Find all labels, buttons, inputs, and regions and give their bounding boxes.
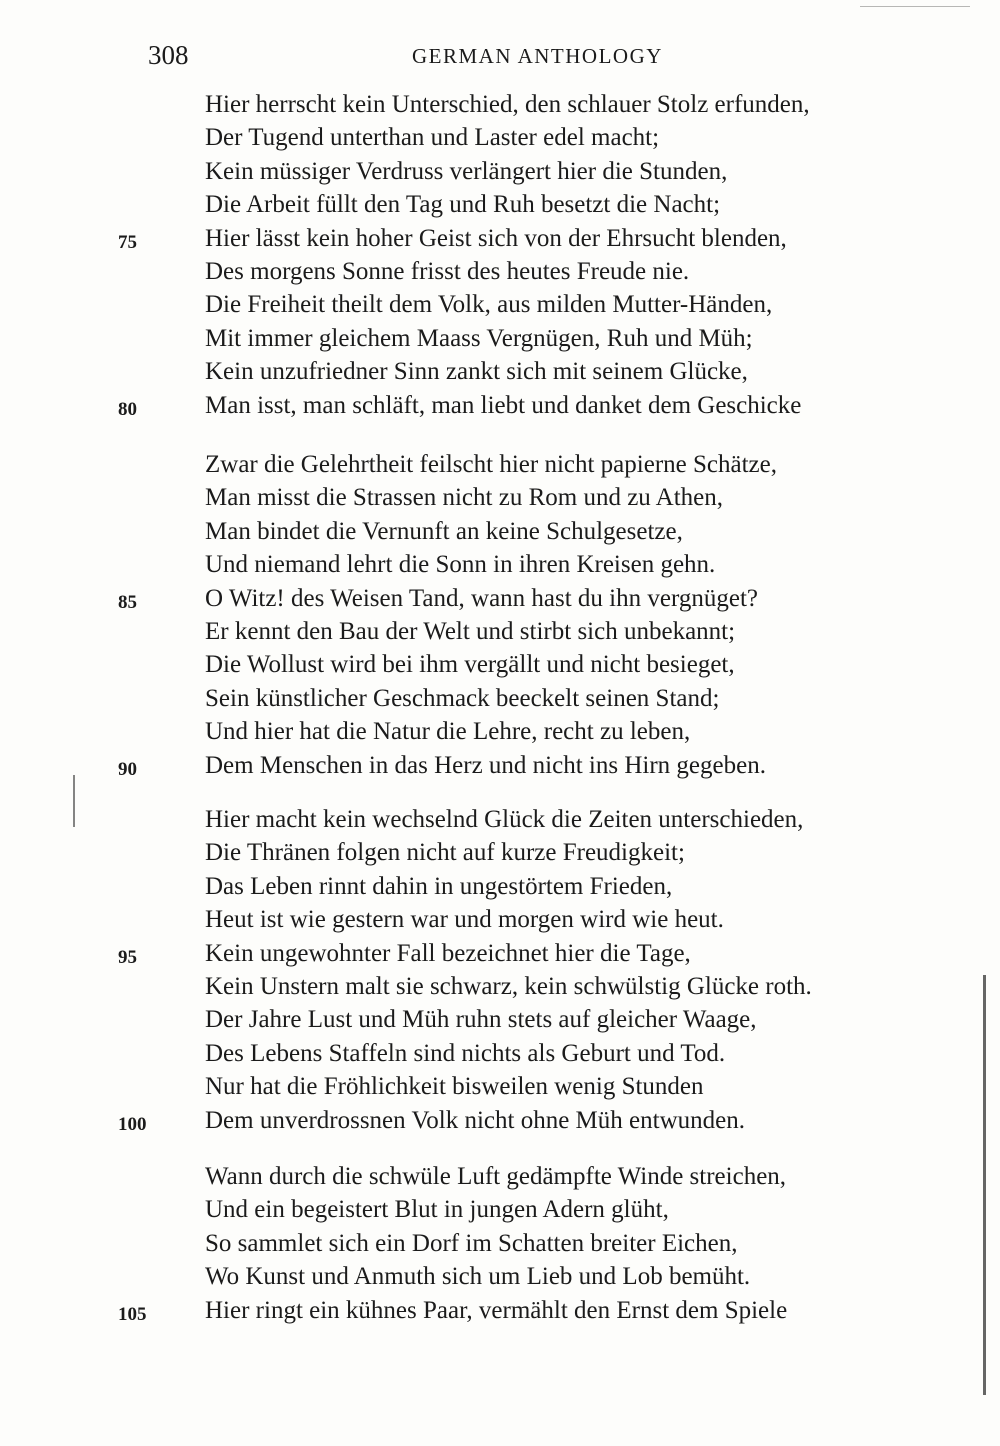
- verse-line-text: Nur hat die Fröhlichkeit bisweilen wenig Stunden: [205, 1073, 704, 1101]
- verse-line: [0, 682, 1000, 715]
- line-number: 95: [118, 946, 137, 968]
- page-number: 308: [148, 40, 189, 70]
- verse-line: [0, 1193, 1000, 1226]
- verse-line-text: Hier lässt kein hoher Geist sich von der Ehrsucht blenden,: [205, 224, 787, 252]
- line-number: 80: [118, 398, 137, 420]
- verse-line-text: Er kennt den Bau der Welt und stirbt sich unbekannt;: [205, 617, 736, 645]
- verse-line: [0, 1070, 1000, 1103]
- verse-line: [0, 648, 1000, 681]
- scan-mark-top: [860, 6, 970, 7]
- verse-line: [0, 448, 1000, 481]
- verse-line: [0, 548, 1000, 581]
- verse-line-text: Wo Kunst und Anmuth sich um Lieb und Lob bemüht.: [205, 1263, 751, 1291]
- verse-line-text: So sammlet sich ein Dorf im Schatten breiter Eichen,: [205, 1229, 738, 1257]
- verse-line: [0, 155, 1000, 188]
- verse-line: [0, 836, 1000, 869]
- stanza-1: [0, 88, 1000, 422]
- verse-line: [0, 715, 1000, 748]
- verse-line-text: Mit immer gleichem Maass Vergnügen, Ruh und Müh;: [205, 324, 753, 352]
- verse-line: [0, 1160, 1000, 1193]
- verse-line: [0, 870, 1000, 903]
- verse-line: [0, 222, 1000, 255]
- scan-mark-right-edge: [983, 975, 986, 1395]
- verse-line: [0, 1037, 1000, 1070]
- verse-line: [0, 937, 1000, 970]
- verse-line-text: Man misst die Strassen nicht zu Rom und zu Athen,: [205, 484, 724, 512]
- verse-line-text: Kein ungewohnter Fall bezeichnet hier die Tage,: [205, 939, 691, 967]
- verse-line: [0, 1260, 1000, 1293]
- verse-line-text: Wann durch die schwüle Luft gedämpfte Winde streichen,: [205, 1163, 787, 1190]
- verse-line: [0, 355, 1000, 388]
- verse-line-text: Kein unzufriedner Sinn zankt sich mit seinem Glücke,: [205, 358, 748, 386]
- verse-line: [0, 255, 1000, 288]
- running-title: GERMAN ANTHOLOGY: [412, 44, 663, 68]
- stanza-3: [0, 803, 1000, 1137]
- verse-line-text: O Witz! des Weisen Tand, wann hast du ihn vergnüget?: [205, 584, 758, 612]
- verse-line-text: Die Freiheit theilt dem Volk, aus milden Mutter-Händen,: [205, 291, 773, 319]
- stanza-2: [0, 448, 1000, 782]
- verse-line: [0, 188, 1000, 221]
- verse-line: [0, 749, 1000, 782]
- verse-line: [0, 322, 1000, 355]
- verse-line-text: Heut ist wie gestern war und morgen wird wie heut.: [205, 906, 724, 934]
- verse-line: [0, 88, 1000, 121]
- verse-line-text: Des morgens Sonne frisst des heutes Freude nie.: [205, 257, 690, 285]
- stanza-4: [0, 1160, 1000, 1327]
- verse-line: [0, 1003, 1000, 1036]
- line-number: 100: [118, 1113, 147, 1135]
- verse-line-text: Dem Menschen in das Herz und nicht ins Hirn gegeben.: [205, 751, 766, 779]
- verse-line: [0, 288, 1000, 321]
- verse-line-text: Und ein begeistert Blut in jungen Adern glüht,: [205, 1196, 669, 1224]
- verse-line-text: Hier herrscht kein Unterschied, den schlauer Stolz erfunden,: [205, 91, 810, 118]
- verse-line-text: Und hier hat die Natur die Lehre, recht zu leben,: [205, 718, 691, 746]
- verse-line-text: Hier ringt ein kühnes Paar, vermählt den Ernst dem Spiele: [205, 1296, 788, 1324]
- verse-line-text: Kein Unstern malt sie schwarz, kein schwülstig Glücke roth.: [205, 972, 812, 1000]
- verse-line-text: Hier macht kein wechselnd Glück die Zeiten unterschieden,: [205, 806, 804, 833]
- verse-line-text: Zwar die Gelehrtheit feilscht hier nicht papierne Schätze,: [205, 451, 777, 478]
- verse-line: [0, 903, 1000, 936]
- verse-line: [0, 803, 1000, 836]
- verse-line-text: Das Leben rinnt dahin in ungestörtem Frieden,: [205, 872, 673, 900]
- line-number: 75: [118, 231, 137, 253]
- verse-line-text: Sein künstlicher Geschmack beeckelt seinen Stand;: [205, 684, 720, 712]
- verse-line: [0, 121, 1000, 154]
- verse-line: [0, 515, 1000, 548]
- verse-line: [0, 389, 1000, 422]
- verse-line: [0, 582, 1000, 615]
- verse-line-text: Man bindet die Vernunft an keine Schulgesetze,: [205, 517, 683, 545]
- verse-line-text: Die Thränen folgen nicht auf kurze Freudigkeit;: [205, 839, 685, 867]
- verse-line-text: Der Tugend unterthan und Laster edel macht;: [205, 124, 660, 152]
- verse-line-text: Des Lebens Staffeln sind nichts als Geburt und Tod.: [205, 1039, 726, 1067]
- verse-line: [0, 1294, 1000, 1327]
- verse-line-text: Dem unverdrossnen Volk nicht ohne Müh entwunden.: [205, 1106, 745, 1134]
- verse-line-text: Kein müssiger Verdruss verlängert hier die Stunden,: [205, 157, 728, 185]
- verse-line: [0, 615, 1000, 648]
- line-number: 85: [118, 591, 137, 613]
- page-header: [0, 40, 1000, 74]
- verse-line: [0, 1227, 1000, 1260]
- verse-line-text: Die Arbeit füllt den Tag und Ruh besetzt die Nacht;: [205, 191, 721, 219]
- verse-line: [0, 970, 1000, 1003]
- verse-line-text: Die Wollust wird bei ihm vergällt und nicht besieget,: [205, 651, 735, 679]
- scan-mark-left: [73, 775, 75, 827]
- line-number: 90: [118, 758, 137, 780]
- verse-line-text: Und niemand lehrt die Sonn in ihren Kreisen gehn.: [205, 551, 716, 579]
- verse-line: [0, 1104, 1000, 1137]
- verse-line-text: Der Jahre Lust und Müh ruhn stets auf gleicher Waage,: [205, 1006, 757, 1034]
- verse-line: [0, 481, 1000, 514]
- line-number: 105: [118, 1303, 147, 1325]
- verse-line-text: Man isst, man schläft, man liebt und danket dem Geschicke: [205, 391, 802, 419]
